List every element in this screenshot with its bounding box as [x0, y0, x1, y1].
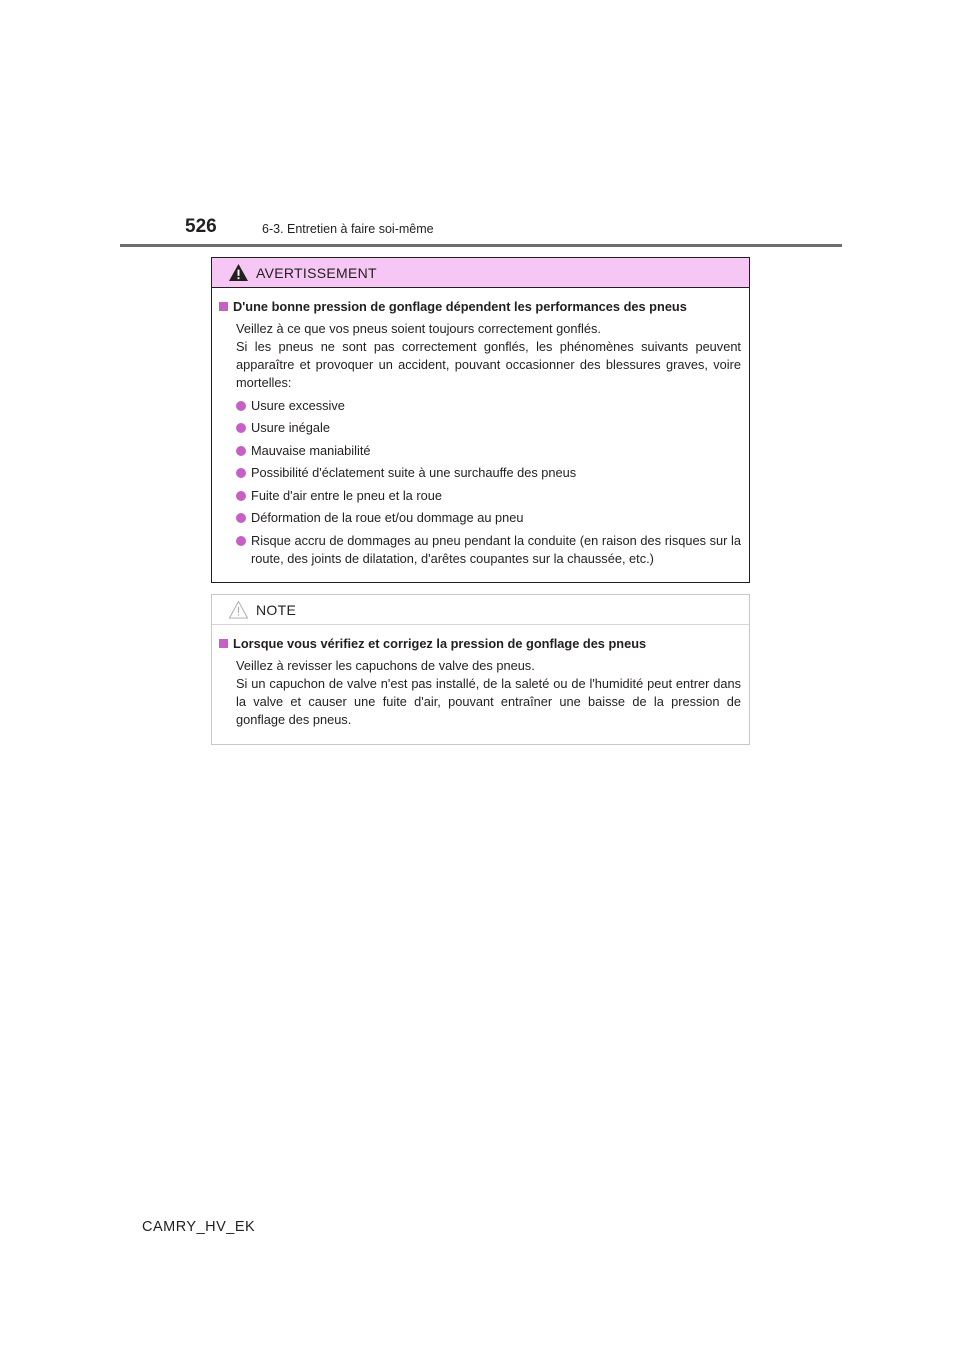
list-item: Possibilité d'éclatement suite à une surchauffe des pneus: [219, 464, 741, 482]
note-paragraph: Veillez à revisser les capuchons de valve des pneus. Si un capuchon de valve n'est pas installé, de la saleté ou de l'humidité peut entrer dans la valve et causer une fuite d'air, pouvant entraîner une baisse de la pression de gonflage des pneus.: [236, 658, 741, 727]
warning-title: AVERTISSEMENT: [256, 264, 377, 281]
caution-triangle-outline-icon: [228, 600, 249, 619]
list-item: Usure excessive: [219, 397, 741, 415]
list-item: Fuite d'air entre le pneu et la roue: [219, 487, 741, 505]
bullet-icon: [236, 401, 246, 411]
section-title: 6-3. Entretien à faire soi-même: [262, 222, 434, 236]
page-number: 526: [185, 216, 217, 237]
note-heading: [219, 635, 741, 653]
note-header: [212, 595, 749, 625]
header-rule: [120, 244, 842, 247]
warning-triangle-icon: [228, 263, 249, 282]
list-item: Mauvaise maniabilité: [219, 442, 741, 460]
list-item: Usure inégale: [219, 419, 741, 437]
warning-paragraph: Veillez à ce que vos pneus soient toujours correctement gonflés. Si les pneus ne sont pas correctement gonflés, les phénomènes suivants peuvent apparaître et provoquer un accident, pouvant occasionner des blessures graves, voire mortelles:: [236, 321, 741, 390]
warning-body: [212, 288, 749, 568]
note-body: [212, 625, 749, 729]
note-heading-text: Lorsque vous vérifiez et corrigez la pression de gonflage des pneus: [233, 636, 647, 651]
section-marker-icon: [219, 302, 228, 311]
bullet-icon: [236, 491, 246, 501]
warning-box: [211, 257, 750, 583]
warning-header: [212, 258, 749, 288]
list-item: Risque accru de dommages au pneu pendant la conduite (en raison des risques sur la route, des joints de dilatation, d'arêtes coupantes sur la chaussée, etc.): [219, 532, 741, 568]
bullet-icon: [236, 446, 246, 456]
bullet-icon: [236, 536, 246, 546]
footer-model-code: CAMRY_HV_EK: [142, 1219, 256, 1235]
warning-heading: [219, 298, 741, 316]
warning-heading-text: D'une bonne pression de gonflage dépendent les performances des pneus: [233, 299, 687, 314]
note-box: [211, 594, 750, 745]
bullet-icon: [236, 423, 246, 433]
bullet-icon: [236, 513, 246, 523]
section-marker-icon: [219, 639, 228, 648]
bullet-icon: [236, 468, 246, 478]
note-title: NOTE: [256, 601, 297, 618]
list-item: Déformation de la roue et/ou dommage au pneu: [219, 509, 741, 527]
